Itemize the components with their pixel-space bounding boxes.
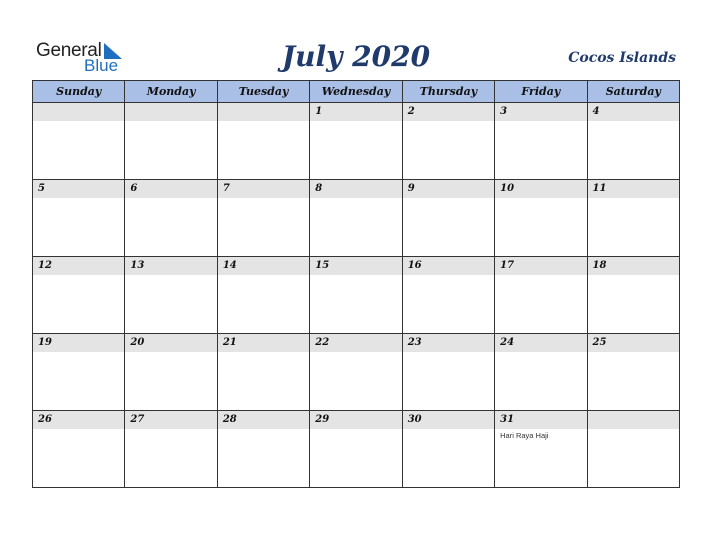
day-number-bar [125, 180, 216, 198]
day-number: 15 [315, 260, 330, 271]
day-number: 25 [592, 337, 607, 348]
weekday-header: Friday [495, 81, 587, 103]
day-number: 20 [130, 337, 145, 348]
day-cell [587, 334, 679, 411]
weekday-header: Sunday [33, 81, 125, 103]
day-number: 21 [222, 337, 237, 348]
day-cell [125, 257, 217, 334]
logo-text-blue: Blue [84, 56, 119, 75]
logo-text-general: General [36, 40, 102, 61]
day-number: 27 [130, 414, 145, 425]
day-number: 3 [500, 106, 508, 117]
day-cell [495, 411, 587, 488]
day-cell [402, 257, 494, 334]
day-cell [125, 103, 217, 180]
day-number: 6 [130, 183, 138, 194]
day-cell [217, 180, 309, 257]
day-number-bar [588, 103, 679, 121]
day-cell [402, 334, 494, 411]
day-cell [402, 180, 494, 257]
day-cell [495, 180, 587, 257]
calendar-table [32, 80, 680, 488]
day-number-bar [310, 180, 401, 198]
day-number: 16 [407, 260, 422, 271]
week-row [33, 411, 680, 488]
day-number: 24 [500, 337, 515, 348]
week-row [33, 180, 680, 257]
week-row [33, 257, 680, 334]
day-number-bar [403, 180, 494, 198]
day-cell [495, 257, 587, 334]
day-cell [587, 180, 679, 257]
day-number: 5 [38, 183, 45, 194]
day-cell [495, 334, 587, 411]
day-cell [217, 257, 309, 334]
day-cell [402, 103, 494, 180]
day-number: 11 [592, 183, 607, 194]
day-number: 18 [592, 260, 607, 271]
day-cell [217, 411, 309, 488]
day-cell [217, 334, 309, 411]
day-number: 12 [38, 260, 52, 271]
day-cell [125, 411, 217, 488]
day-cell [587, 103, 679, 180]
day-number: 4 [592, 106, 600, 117]
weekday-header: Tuesday [217, 81, 309, 103]
day-number: 19 [38, 337, 52, 348]
day-cell [33, 411, 125, 488]
country-name: Cocos Islands [568, 50, 676, 66]
day-cell [33, 180, 125, 257]
day-number-bar [495, 103, 586, 121]
calendar-weeks [33, 103, 680, 488]
week-row [33, 334, 680, 411]
day-cell [310, 257, 402, 334]
day-number-bar [125, 103, 216, 121]
day-number: 28 [222, 414, 237, 425]
day-number-bar [403, 103, 494, 121]
day-number: 23 [407, 337, 422, 348]
weekday-header: Thursday [402, 81, 494, 103]
day-number: 26 [38, 414, 52, 425]
day-number: 14 [222, 260, 237, 271]
day-cell [310, 180, 402, 257]
weekday-header-row [33, 81, 680, 103]
day-number: 22 [315, 337, 330, 348]
day-number: 7 [222, 183, 230, 194]
day-cell [587, 411, 679, 488]
day-number: 10 [500, 183, 515, 194]
day-cell [402, 411, 494, 488]
day-cell [310, 103, 402, 180]
day-cell [310, 411, 402, 488]
day-number-bar [33, 103, 124, 121]
weekday-header: Monday [125, 81, 217, 103]
day-number: 30 [407, 414, 422, 425]
day-number-bar [218, 103, 309, 121]
day-number: 9 [407, 183, 415, 194]
day-cell [33, 103, 125, 180]
calendar-title: July 2020 [281, 40, 431, 73]
day-cell [310, 334, 402, 411]
day-cell [125, 334, 217, 411]
day-cell [125, 180, 217, 257]
day-cell [33, 257, 125, 334]
calendar-grid [32, 80, 680, 486]
day-number: 2 [407, 106, 415, 117]
day-cell [217, 103, 309, 180]
weekday-header: Wednesday [310, 81, 402, 103]
day-number: 17 [500, 260, 515, 271]
week-row [33, 103, 680, 180]
holiday-label: Hari Raya Haji [500, 431, 549, 440]
day-number-bar [33, 180, 124, 198]
day-cell [587, 257, 679, 334]
day-number: 8 [315, 183, 323, 194]
day-number: 29 [315, 414, 330, 425]
day-number: 13 [130, 260, 145, 271]
day-number-bar [310, 103, 401, 121]
day-number: 1 [315, 106, 323, 117]
day-number-bar [588, 411, 679, 429]
weekday-header: Saturday [587, 81, 679, 103]
day-cell [495, 103, 587, 180]
day-cell [33, 334, 125, 411]
day-number-bar [218, 180, 309, 198]
day-number: 31 [500, 414, 515, 425]
